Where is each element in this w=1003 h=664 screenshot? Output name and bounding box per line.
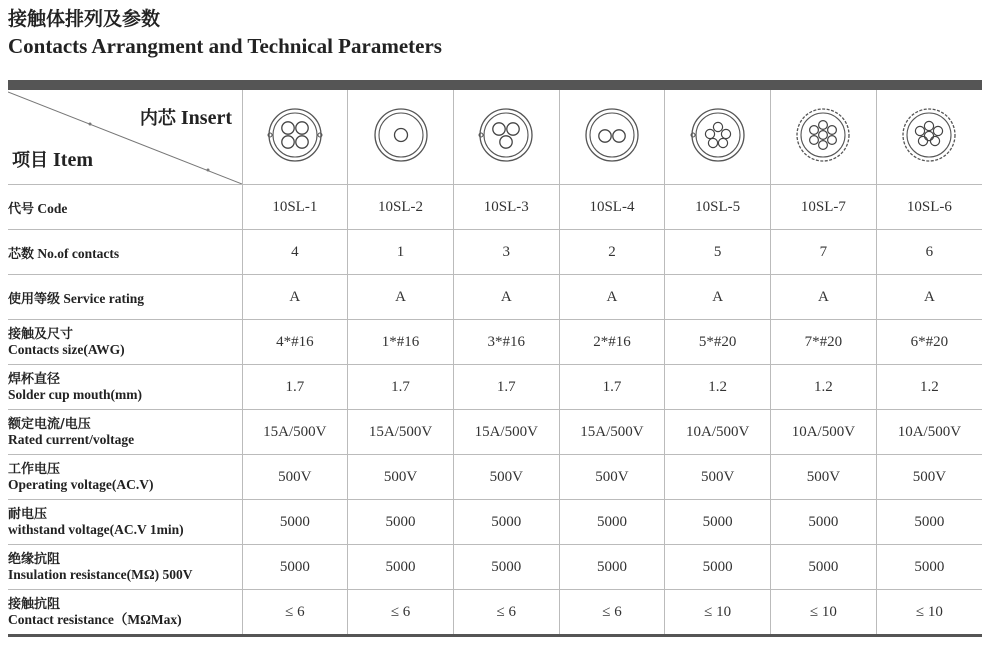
table-cell: 500V [242, 455, 348, 500]
row-label-en: Solder cup mouth(mm) [8, 387, 143, 402]
2-pin-insert-icon [577, 100, 647, 170]
row-label-cn: 接触及尺寸 [8, 327, 74, 342]
table-cell: 1.2 [876, 365, 982, 410]
insert-cell [876, 90, 982, 185]
row-label [8, 230, 242, 275]
table-cell: 1 [348, 230, 454, 275]
insert-cell [559, 90, 665, 185]
table-cell: 1.2 [771, 365, 877, 410]
insert-cell [771, 90, 877, 185]
insert-header-cn: 内芯 [139, 108, 176, 129]
insert-header-en: Insert [180, 107, 232, 129]
table-cell: 3 [453, 230, 559, 275]
table-cell: 10A/500V [771, 410, 877, 455]
table-header-row [8, 90, 982, 185]
table-cell: 4 [242, 230, 348, 275]
row-label-en: Operating voltage(AC.V) [8, 477, 154, 492]
table-cell: 10A/500V [876, 410, 982, 455]
row-label-en: Contact resistance（MΩMax) [8, 612, 182, 627]
1-pin-insert-icon [366, 100, 436, 170]
row-label-text [8, 288, 242, 307]
row-label-cn: 额定电流/电压 [8, 417, 91, 432]
table-cell: 1.7 [559, 365, 665, 410]
table-cell: 500V [453, 455, 559, 500]
corner-header-cell [8, 90, 242, 185]
table-cell: 5000 [876, 500, 982, 545]
row-label-cn: 耐电压 [8, 507, 48, 522]
4-pin-insert-icon [260, 100, 330, 170]
table-cell: 5000 [771, 545, 877, 590]
insert-cell [242, 90, 348, 185]
table-cell: ≤ 6 [559, 590, 665, 636]
table-row [8, 365, 982, 410]
page-title-english: Contacts Arrangment and Technical Parameters [8, 34, 442, 58]
7-pin-insert-icon [788, 100, 858, 170]
row-label [8, 500, 242, 545]
row-label [8, 185, 242, 230]
row-label [8, 275, 242, 320]
table-cell: 5*#20 [665, 320, 771, 365]
table-cell: 5000 [876, 545, 982, 590]
row-label-en: Contacts size(AWG) [8, 342, 125, 357]
6-pin-insert-icon [894, 100, 964, 170]
insert-cell [665, 90, 771, 185]
table-cell: 3*#16 [453, 320, 559, 365]
table-cell: 6*#20 [876, 320, 982, 365]
table-cell: 10SL-6 [876, 185, 982, 230]
table-cell: A [348, 275, 454, 320]
row-label-en: No.of contacts [37, 245, 120, 261]
row-label-cn: 代号 [8, 201, 35, 217]
item-header-cn: 项目 [12, 150, 48, 171]
table-cell: 10SL-4 [559, 185, 665, 230]
table-cell: 1.7 [348, 365, 454, 410]
item-header-label [12, 146, 93, 172]
row-label-en: Service rating [63, 290, 144, 306]
parameters-table [8, 90, 982, 637]
table-cell: 5000 [242, 545, 348, 590]
row-label-cn: 接触抗阻 [8, 597, 61, 612]
table-cell: 1.7 [242, 365, 348, 410]
table-cell: A [242, 275, 348, 320]
table-cell: 5000 [771, 500, 877, 545]
insert-cell [348, 90, 454, 185]
row-label-cn: 芯数 [8, 246, 35, 262]
table-cell: 10SL-3 [453, 185, 559, 230]
table-cell: 15A/500V [242, 410, 348, 455]
table-cell: 5000 [453, 545, 559, 590]
table-cell: 1*#16 [348, 320, 454, 365]
table-cell: ≤ 6 [348, 590, 454, 636]
table-cell: ≤ 6 [242, 590, 348, 636]
row-label [8, 410, 242, 455]
row-label-en: Rated current/voltage [8, 432, 135, 447]
table-cell: 5000 [453, 500, 559, 545]
row-label [8, 545, 242, 590]
table-cell: 500V [771, 455, 877, 500]
table-row [8, 185, 982, 230]
table-cell: ≤ 10 [771, 590, 877, 636]
page-title-chinese: 接触体排列及参数 [8, 8, 161, 30]
row-label-en: Code [37, 200, 68, 216]
table-cell: 5000 [665, 545, 771, 590]
table-cell: 5000 [559, 500, 665, 545]
table-cell: 2*#16 [559, 320, 665, 365]
table-cell: 10SL-7 [771, 185, 877, 230]
table-cell: A [453, 275, 559, 320]
table-cell: 500V [559, 455, 665, 500]
row-label-en: withstand voltage(AC.V 1min) [8, 522, 184, 537]
table-cell: ≤ 10 [876, 590, 982, 636]
table-cell: A [559, 275, 665, 320]
table-cell: 2 [559, 230, 665, 275]
table-cell: 15A/500V [453, 410, 559, 455]
table-row [8, 320, 982, 365]
table-row [8, 275, 982, 320]
row-label [8, 590, 242, 636]
table-cell: 500V [876, 455, 982, 500]
table-cell: 4*#16 [242, 320, 348, 365]
table-row [8, 545, 982, 590]
row-label [8, 455, 242, 500]
row-label-text [8, 243, 242, 262]
table-cell: ≤ 10 [665, 590, 771, 636]
table-row [8, 410, 982, 455]
row-label-en: Insulation resistance(MΩ) 500V [8, 567, 193, 582]
table-cell: 1.7 [453, 365, 559, 410]
table-cell: 10SL-1 [242, 185, 348, 230]
row-label [8, 365, 242, 410]
table-cell: A [876, 275, 982, 320]
item-header-en: Item [53, 149, 93, 171]
table-cell: 5000 [348, 500, 454, 545]
row-label-cn: 绝缘抗阻 [8, 552, 61, 567]
insert-header-label [140, 104, 232, 130]
table-top-bar [8, 80, 982, 90]
table-cell: 5000 [665, 500, 771, 545]
table-cell: 10SL-5 [665, 185, 771, 230]
row-label-cn: 焊杯直径 [8, 372, 61, 387]
table-row [8, 455, 982, 500]
insert-cell [453, 90, 559, 185]
table-row [8, 230, 982, 275]
table-cell: 1.2 [665, 365, 771, 410]
table-cell: 10SL-2 [348, 185, 454, 230]
table-cell: 6 [876, 230, 982, 275]
table-cell: 5 [665, 230, 771, 275]
table-cell: 15A/500V [348, 410, 454, 455]
3-pin-insert-icon [471, 100, 541, 170]
table-cell: ≤ 6 [453, 590, 559, 636]
5-pin-insert-icon [683, 100, 753, 170]
table-cell: 5000 [559, 545, 665, 590]
table-cell: A [771, 275, 877, 320]
table-row [8, 500, 982, 545]
table-cell: 5000 [242, 500, 348, 545]
row-label [8, 320, 242, 365]
row-label-cn: 工作电压 [8, 462, 61, 477]
table-row [8, 590, 982, 636]
table-cell: 5000 [348, 545, 454, 590]
table-cell: A [665, 275, 771, 320]
table-cell: 500V [348, 455, 454, 500]
table-cell: 7 [771, 230, 877, 275]
table-cell: 10A/500V [665, 410, 771, 455]
table-cell: 15A/500V [559, 410, 665, 455]
row-label-cn: 使用等级 [8, 291, 61, 307]
row-label-text [8, 198, 242, 217]
table-cell: 500V [665, 455, 771, 500]
table-cell: 7*#20 [771, 320, 877, 365]
